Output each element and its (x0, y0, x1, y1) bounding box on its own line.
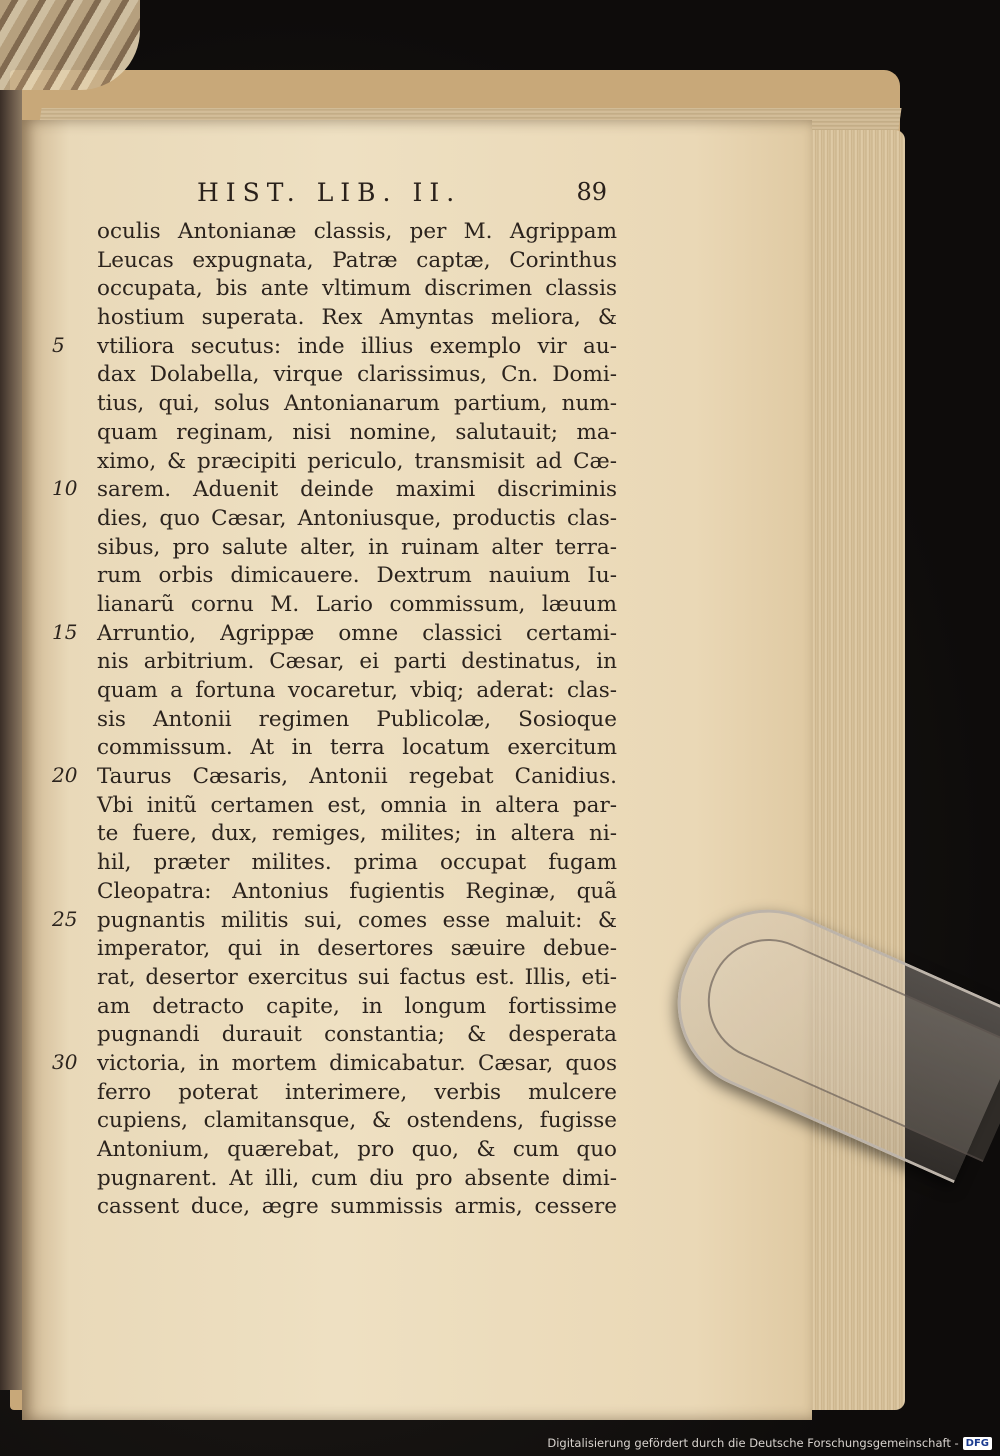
text-line: dies, quo Cæsar, Antoniusque, productis clas- (97, 505, 617, 531)
text-line: imperator, qui in desertores sæuire debue- (97, 936, 617, 962)
text-line: pugnandi durauit constantia; & desperata (97, 1022, 617, 1048)
text-line: quam reginam, nisi nomine, salutauit; ma- (97, 419, 617, 445)
line-number: 10 (52, 476, 78, 501)
line-number: 5 (52, 332, 65, 357)
text-line: nis arbitrium. Cæsar, ei parti destinatus, in (97, 649, 617, 675)
text-line: dax Dolabella, virque clarissimus, Cn. Domi- (97, 362, 617, 388)
text-line: Cleopatra: Antonius fugientis Reginæ, quã (97, 878, 617, 904)
text-line: oculis Antonianæ classis, per M. Agrippam (97, 219, 617, 244)
text-line: quam a fortuna vocaretur, vbiq; aderat: clas- (97, 678, 617, 703)
text-line: Arruntio, Agrippæ omne classici certami- (97, 620, 617, 646)
text-line: vtiliora secutus: inde illius exemplo vir au- (97, 333, 617, 359)
credit-text: Digitalisierung gefördert durch die Deutsche Forschungsgemeinschaft - (547, 1436, 959, 1450)
text-line: cupiens, clamitansque, & ostendens, fugisse (97, 1108, 617, 1134)
line-number: 20 (52, 763, 78, 788)
text-block (97, 218, 617, 1222)
running-head: HIST. LIB. II. (197, 177, 462, 207)
text-line: rat, desertor exercitus sui factus est. Illis, eti- (97, 964, 617, 990)
text-line: te fuere, dux, remiges, milites; in altera ni- (97, 821, 617, 847)
page-fore-edges (810, 130, 905, 1410)
text-line: occupata, bis ante vltimum discrimen classis (97, 276, 617, 302)
line-number: 30 (52, 1050, 78, 1075)
text-line: commissum. At in terra locatum exercitum (97, 735, 617, 761)
text-line: Leucas expugnata, Patræ captæ, Corinthus (97, 247, 617, 273)
text-line: sis Antonii regimen Publicolæ, Sosioque (97, 706, 617, 732)
text-line: hostium superata. Rex Amyntas meliora, & (97, 305, 617, 331)
text-line: rum orbis dimicauere. Dextrum nauium Iu- (97, 563, 617, 589)
book-spine (0, 90, 22, 1390)
text-line: Antonium, quærebat, pro quo, & cum quo (97, 1137, 617, 1162)
text-line: ferro poterat interimere, verbis mulcere (97, 1079, 617, 1105)
text-line: ximo, & præcipiti periculo, transmisit ad Cæ- (97, 448, 617, 474)
dfg-logo-icon: DFG (963, 1437, 992, 1450)
line-number: 15 (52, 619, 78, 644)
text-line: sibus, pro salute alter, in ruinam alter terra- (97, 534, 617, 560)
text-line: hil, præter milites. prima occupat fugam (97, 850, 617, 876)
text-line: sarem. Aduenit deinde maximi discriminis (97, 477, 617, 503)
text-line: pugnantis militis sui, comes esse maluit: & (97, 907, 617, 933)
line-number: 25 (52, 906, 78, 931)
text-line: cassent duce, ægre summissis armis, cessere (97, 1194, 617, 1220)
page-header (197, 172, 607, 212)
page-number: 89 (576, 178, 607, 206)
digitization-credit (547, 1436, 992, 1450)
text-line: am detracto capite, in longum fortissime (97, 993, 617, 1019)
text-line: tius, qui, solus Antonianarum partium, num- (97, 391, 617, 417)
text-line: lianarũ cornu M. Lario commissum, læuum (97, 591, 617, 617)
text-line: Taurus Cæsaris, Antonii regebat Canidius. (97, 764, 617, 790)
text-line: Vbi initũ certamen est, omnia in altera par- (97, 792, 617, 818)
text-line: victoria, in mortem dimicabatur. Cæsar, quos (97, 1050, 617, 1076)
text-line: pugnarent. At illi, cum diu pro absente dimi- (97, 1165, 617, 1191)
